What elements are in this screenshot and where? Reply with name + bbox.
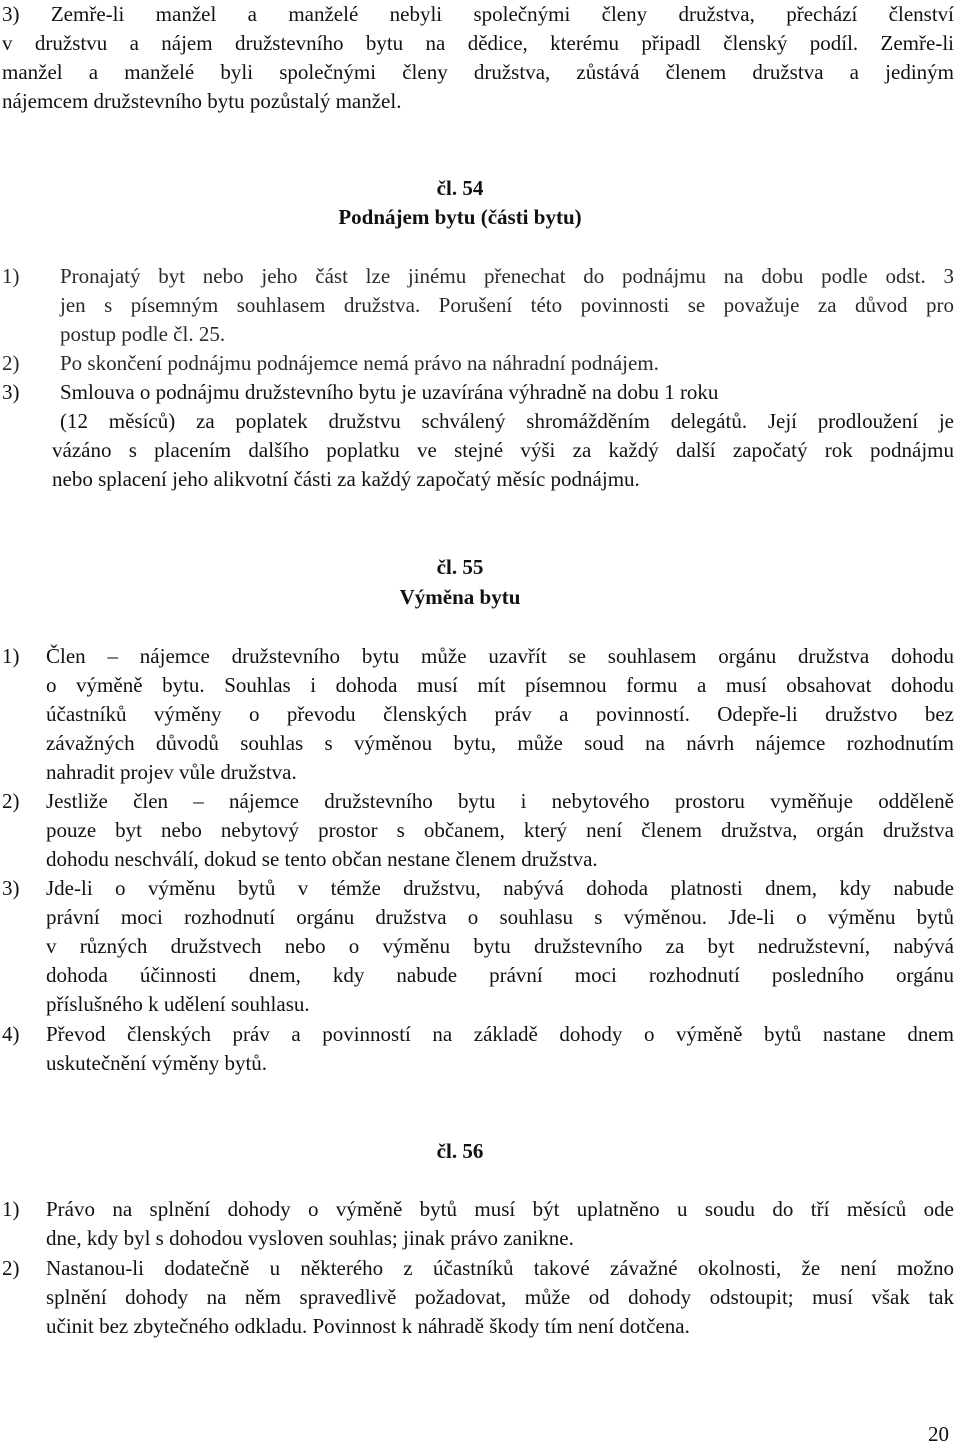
item-line: pouze byt nebo nebytový prostor s občanem, který není členem družstva, orgán družstva [46,818,954,842]
item-line: Převod členských práv a povinností na základě dohody o výměně bytů nastane dnem [46,1022,954,1046]
item-line: Člen – nájemce družstevního bytu může uzavřít se souhlasem orgánu družstva dohodu [46,644,954,668]
item-number: 3) [2,876,20,900]
item-line: Jde-li o výměnu bytů v témže družstvu, nabývá dohoda platnosti dnem, kdy nabude [46,876,954,900]
item-line: závažných důvodů souhlas s výměnou bytu, může soud na návrh nájemce rozhodnutím [46,731,954,755]
page-number: 20 [928,1422,949,1446]
item-line: dohodu neschválí, dokud se tento občan nestane členem družstva. [46,847,598,871]
item-number: 3) [2,380,20,404]
article-56-number: čl. 56 [436,1139,484,1163]
item-line: Právo na splnění dohody o výměně bytů musí být uplatněno u soudu do tří měsíců ode [46,1197,954,1221]
item-line: (12 měsíců) za poplatek družstvu schválený shromážděním delegátů. Její prodloužení je [60,409,954,433]
item-line: Pronajatý byt nebo jeho část lze jinému přenechat do podnájmu na dobu podle odst. 3 [60,264,954,288]
item-line: učinit bez zbytečného odkladu. Povinnost k náhradě škody tím není dotčena. [46,1314,690,1338]
article-55-number: čl. 55 [436,555,484,579]
item-line: dohoda účinnosti dnem, kdy nabude právní moci rozhodnutí posledního orgánu [46,963,954,987]
item-line: právní moci rozhodnutí orgánu družstva o souhlasu s výměnou. Jde-li o výměnu bytů [46,905,954,929]
intro-line: 3) Zemře-li manžel a manželé nebyli společnými členy družstva, přechází členství [2,2,954,26]
article-54-title: Podnájem bytu (části bytu) [338,205,582,229]
article-55-title: Výměna bytu [399,585,521,609]
item-number: 2) [2,351,20,375]
item-number: 2) [2,789,20,813]
item-line: o výměně bytu. Souhlas i dohoda musí mít písemnou formu a musí obsahovat dohodu [46,673,954,697]
item-number: 2) [2,1256,20,1280]
item-line: vázáno s placením dalšího poplatku ve stejné výši za každý další započatý rok podnájmu [52,438,954,462]
item-line: nebo splacení jeho alikvotní části za každý započatý měsíc podnájmu. [52,467,640,491]
item-line: Nastanou-li dodatečně u některého z účastníků takové závažné okolnosti, že není možno [46,1256,954,1280]
item-line: nahradit projev vůle družstva. [46,760,297,784]
item-line: jen s písemným souhlasem družstva. Porušení této povinnosti se považuje za důvod pro [60,293,954,317]
item-line: Jestliže člen – nájemce družstevního bytu i nebytového prostoru vyměňuje odděleně [46,789,954,813]
item-number: 1) [2,264,20,288]
intro-line: v družstvu a nájem družstevního bytu na dědice, kterému připadl členský podíl. Zemře-li [2,31,954,55]
item-line: příslušného k udělení souhlasu. [46,992,310,1016]
intro-line: nájemcem družstevního bytu pozůstalý manžel. [2,89,402,113]
item-line: postup podle čl. 25. [60,322,226,346]
item-number: 1) [2,1197,20,1221]
article-54-number: čl. 54 [436,176,484,200]
item-line: účastníků výměny o převodu členských práv a povinností. Odepře-li družstvo bez [46,702,954,726]
item-line: v různých družstvech nebo o výměnu bytu družstevního za byt nedružstevní, nabývá [46,934,954,958]
item-line: Smlouva o podnájmu družstevního bytu je uzavírána výhradně na dobu 1 roku [60,380,719,404]
item-line: uskutečnění výměny bytů. [46,1051,268,1075]
item-line: Po skončení podnájmu podnájemce nemá právo na náhradní podnájem. [60,351,659,375]
item-number: 4) [2,1022,20,1046]
item-line: dne, kdy byl s dohodou vysloven souhlas; jinak právo zanikne. [46,1226,574,1250]
item-number: 1) [2,644,20,668]
item-line: splnění dohody na něm spravedlivě požadovat, může od dohody odstoupit; musí však tak [46,1285,954,1309]
intro-line: manžel a manželé byli společnými členy družstva, zůstává členem družstva a jediným [2,60,954,84]
